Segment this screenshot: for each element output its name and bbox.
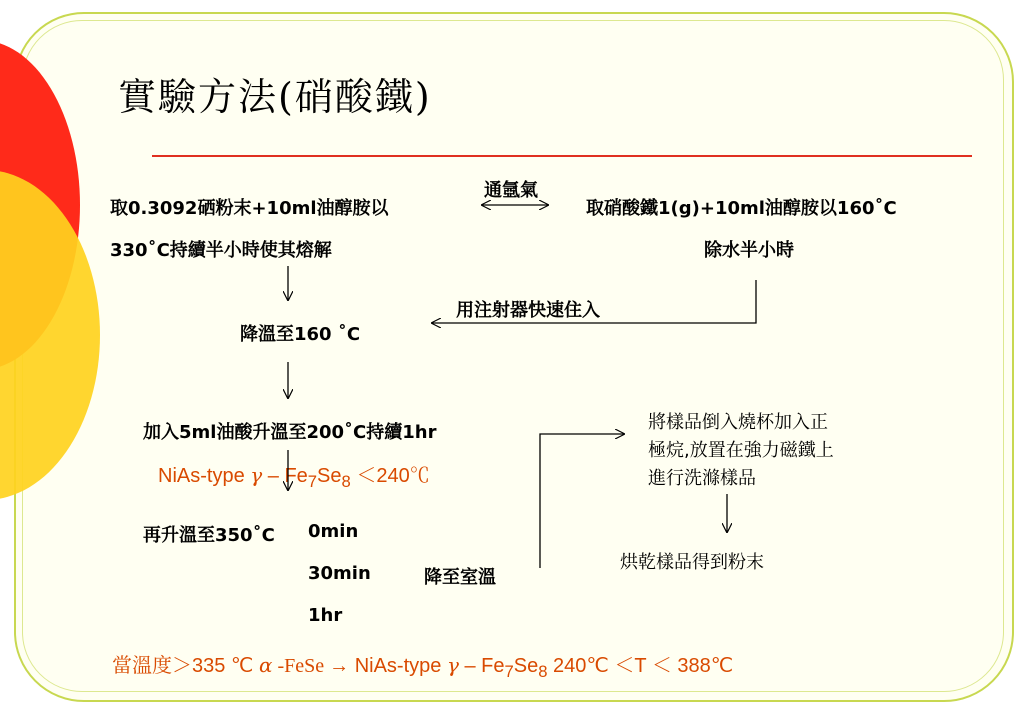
phase-note-se: Se <box>317 465 342 487</box>
wash-step-line2: 極烷,放置在強力磁鐵上 <box>648 440 834 461</box>
fe-step-line1: 取硝酸鐵1(g)+10ml油醇胺以160˚C <box>586 198 897 219</box>
footer-temp: 335 ℃ <box>192 655 259 677</box>
phase-note-gamma: γ <box>250 463 263 487</box>
footer-cond: 240℃ ＜T ＜ 388℃ <box>547 655 734 677</box>
se-step-line2: 330˚C持續半小時使其熔解 <box>110 240 332 261</box>
cool-room-step: 降至室溫 <box>424 567 496 588</box>
phase-note-cond: ＜240℃ <box>350 465 430 487</box>
footer-arrow: → NiAs-type <box>329 655 447 677</box>
footer-sub8: 8 <box>538 662 548 681</box>
footer-se: Se <box>513 655 539 677</box>
gas-label: 通氬氣 <box>484 180 538 201</box>
footer-alpha: α <box>258 653 273 677</box>
wash-step-line3: 進行洗滌樣品 <box>648 468 756 489</box>
fe-step-line2: 除水半小時 <box>704 240 794 261</box>
footer-gamma: γ <box>446 653 459 677</box>
dry-step: 烘乾樣品得到粉末 <box>620 552 764 573</box>
time-1hr: 1hr <box>308 605 343 626</box>
time-0min: 0min <box>308 521 359 542</box>
cool-160-step: 降溫至160 ˚C <box>240 324 361 345</box>
se-step-line1: 取0.3092硒粉末+10ml油醇胺以 <box>110 198 389 219</box>
heat-350-step: 再升溫至350˚C <box>143 525 275 546</box>
phase-note-prefix: NiAs-type <box>158 465 251 487</box>
oleic-acid-step: 加入5ml油酸升溫至200˚C持續1hr <box>143 422 437 443</box>
footer-dash: – Fe <box>458 655 505 677</box>
arrow-inject <box>432 280 756 323</box>
phase-note-dash: – Fe <box>262 465 308 487</box>
slide-title: 實驗方法(硝酸鐵) <box>118 75 432 119</box>
time-30min: 30min <box>308 563 371 584</box>
arrow-cool-to-wash <box>540 434 624 568</box>
inject-label: 用注射器快速住入 <box>456 300 600 321</box>
phase-note-sub7: 7 <box>307 472 318 491</box>
footer-sub7: 7 <box>504 662 514 681</box>
footer-fese: -FeSe <box>272 655 330 677</box>
phase-note-sub8: 8 <box>341 472 351 491</box>
footer-prefix: 當溫度＞ <box>112 655 192 677</box>
wash-step-line1: 將樣品倒入燒杯加入正 <box>648 412 828 433</box>
